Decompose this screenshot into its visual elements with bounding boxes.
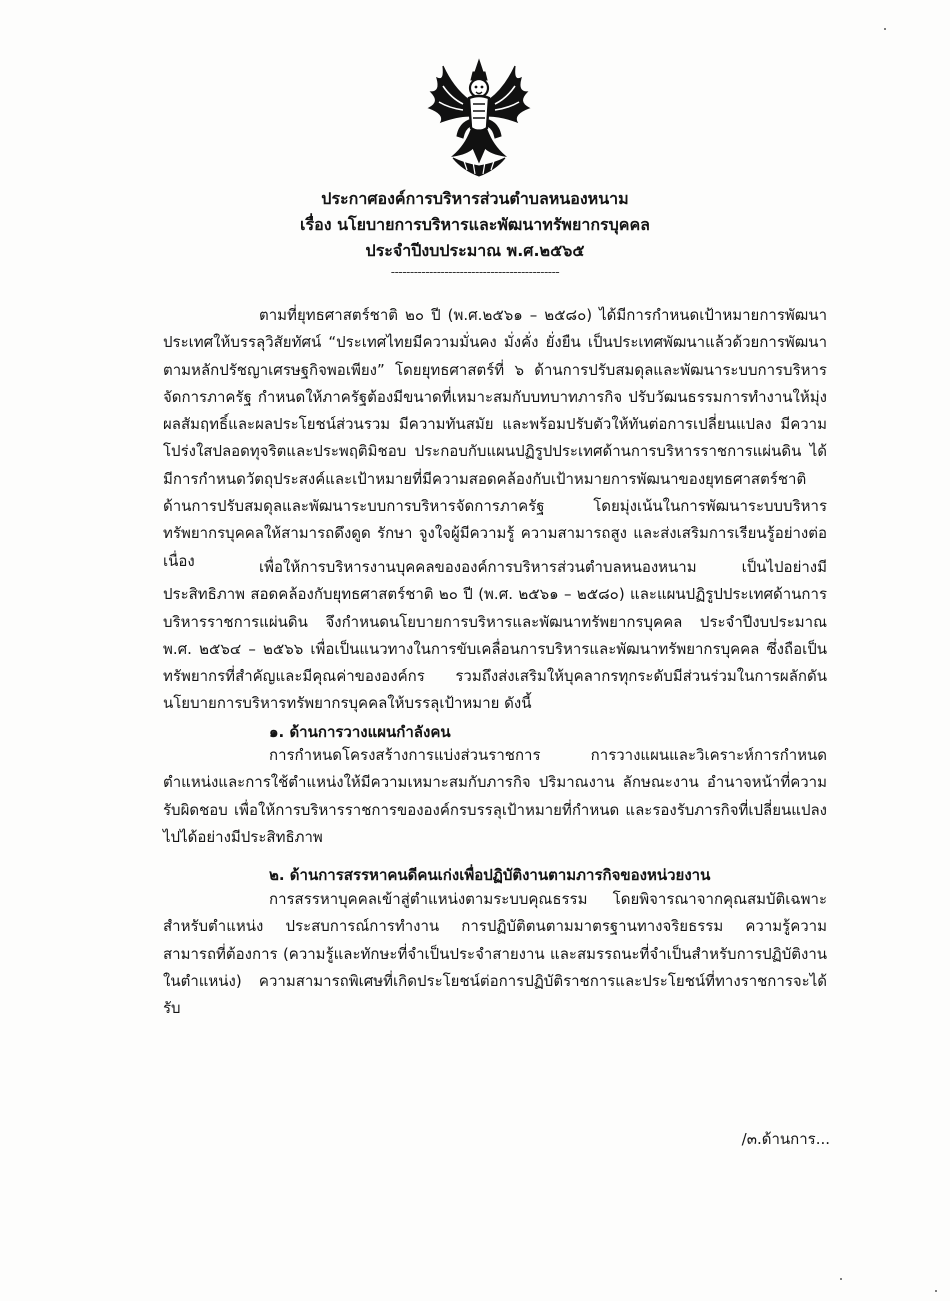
announcement-fiscal-year: ประจำปีงบประมาณ พ.ศ.๒๕๖๕ — [365, 241, 585, 260]
continuation-note: /๓.ด้านการ... — [741, 1130, 830, 1148]
section-1-body: การกำหนดโครงสร้างการแบ่งส่วนราชการ การวางแผนและวิเคราะห์การกำหนดตำแหน่งและการใช้ตำแหน่งให้มีความเหมาะสมกับภารกิจ ปริมาณงาน ลักษณะงาน อำนาจหน้าที่ความรับผิดชอบ เพื่อให้การบริหารราชการขององค์กรบรรลุเป้าหมายที่กำหนด และรองรับภารกิจที่เปลี่ยนแปลงไปได้อย่างมีประสิทธิภาพ — [163, 746, 827, 846]
scan-speck — [935, 1290, 937, 1292]
section-2-body: การสรรหาบุคคลเข้าสู่ตำแหน่งตามระบบคุณธรรม โดยพิจารณาจากคุณสมบัติเฉพาะสำหรับตำแหน่ง ประสบการณ์การทำงาน การปฏิบัติตนตามมาตรฐานทางจริยธรรม ความรู้ความสามารถที่ต้องการ (ความรู้และทักษะที่จำเป็นประจำสายงาน และสมรรถนะที่จำเป็นสำหรับการปฏิบัติงานในตำแหน่ง) ความสามารถพิเศษที่เกิดประโยชน์ต่อการปฏิบัติราชการและประโยชน์ที่ทางราชการจะได้รับ — [163, 890, 827, 1018]
announcement-title: ประกาศองค์การบริหารส่วนตำบลหนองหนาม — [321, 189, 629, 208]
section-1-title: ๑. ด้านการวางแผนกำลังคน — [269, 723, 451, 741]
intro-paragraph: ตามที่ยุทธศาสตร์ชาติ ๒๐ ปี (พ.ศ.๒๕๖๑ – ๒๕๘๐) ได้มีการกำหนดเป้าหมายการพัฒนาประเทศให้บรรลุวิสัยทัศน์ “ประเทศไทยมีความมั่นคง มั่งคั่ง ยั่งยืน เป็นประเทศพัฒนาแล้วด้วยการพัฒนาตามหลักปรัชญาเศรษฐกิจพอเพียง” โดยยุทธศาสตร์ที่ ๖ ด้านการปรับสมดุลและพัฒนาระบบการบริหารจัดการภาครัฐ กำหนดให้ภาครัฐต้องมีขนาดที่เหมาะสมกับบทบาทภารกิจ ปรับวัฒนธรรมการทำงานให้มุ่งผลสัมฤทธิ์และผลประโยชน์ส่วนรวม มีความทันสมัย และพร้อมปรับตัวให้ทันต่อการเปลี่ยนแปลง มีความโปร่งใสปลอดทุจริตและประพฤติมิชอบ ประกอบกับแผนปฏิรูปประเทศด้านการบริหารราชการแผ่นดิน ได้มีการกำหนดวัตถุประสงค์และเป้าหมายที่มีความสอดคล้องกับเป้าหมายการพัฒนาของยุทธศาสตร์ชาติด้านการปรับสมดุลและพัฒนาระบบการบริหารจัดการภาครัฐ โดยมุ่งเน้นในการพัฒนาระบบบริหารทรัพยากรบุคคลให้สามารถดึงดูด รักษา จูงใจผู้มีความรู้ ความสามารถสูง และส่งเสริมการเรียนรู้อย่างต่อเนื่อง — [163, 306, 827, 570]
dashed-divider: -------------------------------------------- — [390, 265, 560, 279]
section-2-title: ๒. ด้านการสรรหาคนดีคนเก่งเพื่อปฏิบัติงานตามภารกิจของหน่วยงาน — [269, 866, 711, 884]
announcement-subject: เรื่อง นโยบายการบริหารและพัฒนาทรัพยากรบุคคล — [300, 215, 650, 234]
scan-speck — [840, 1278, 842, 1280]
purpose-paragraph: เพื่อให้การบริหารงานบุคคลขององค์การบริหารส่วนตำบลหนองหนาม เป็นไปอย่างมีประสิทธิภาพ สอดคล้องกับยุทธศาสตร์ชาติ ๒๐ ปี (พ.ศ. ๒๕๖๑ – ๒๕๘๐) และแผนปฏิรูปประเทศด้านการบริหารราชการแผ่นดิน จึงกำหนดนโยบายการบริหารและพัฒนาทรัพยากรบุคคล ประจำปีงบประมาณ พ.ศ. ๒๕๖๔ – ๒๕๖๖ เพื่อเป็นแนวทางในการขับเคลื่อนการบริหารและพัฒนาทรัพยากรบุคคล ซึ่งถือเป็นทรัพยากรที่สำคัญและมีคุณค่าขององค์กร รวมถึงส่งเสริมให้บุคลากรทุกระดับมีส่วนร่วมในการผลักดันนโยบายการบริหารทรัพยากรบุคคลให้บรรลุเป้าหมาย ดังนี้ — [163, 558, 827, 713]
garuda-emblem-icon — [423, 58, 535, 180]
scan-speck — [884, 28, 886, 30]
